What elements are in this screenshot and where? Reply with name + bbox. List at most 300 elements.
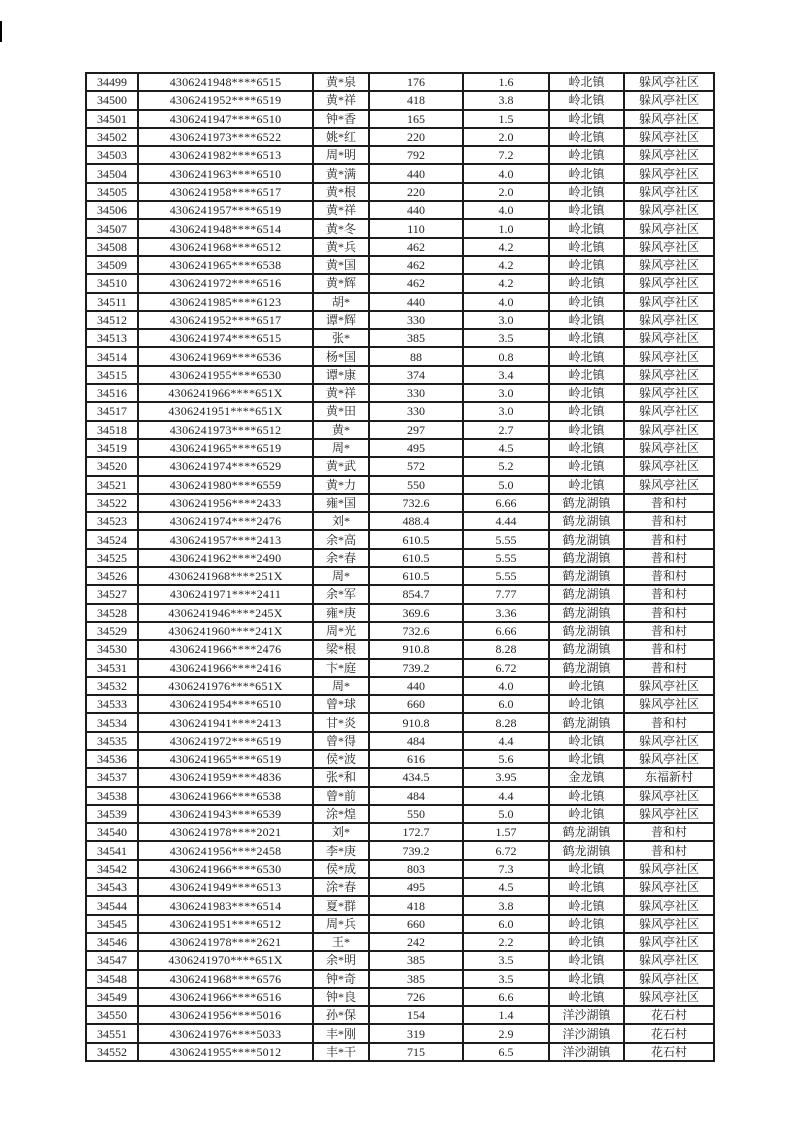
- cell-amount: 550: [369, 476, 463, 494]
- cell-serial-number: 34522: [86, 494, 138, 512]
- cell-serial-number: 34551: [86, 1024, 138, 1042]
- table-row: [86, 549, 714, 567]
- cell-town: 鹤龙湖镇: [549, 713, 624, 731]
- cell-town: 岭北镇: [549, 750, 624, 768]
- cell-amount: 220: [369, 183, 463, 201]
- cell-town: 鹤龙湖镇: [549, 622, 624, 640]
- cell-amount: 715: [369, 1043, 463, 1061]
- cell-village: 普和村: [624, 823, 714, 841]
- cell-id-number: 4306241973****6522: [138, 128, 313, 146]
- cell-name: 张*和: [313, 768, 369, 786]
- table-row: [86, 567, 714, 585]
- cell-id-number: 4306241974****6515: [138, 329, 313, 347]
- table-row: [86, 494, 714, 512]
- cell-serial-number: 34545: [86, 915, 138, 933]
- cell-amount: 418: [369, 91, 463, 109]
- cell-serial-number: 34503: [86, 146, 138, 164]
- cell-town: 岭北镇: [549, 951, 624, 969]
- table-row: [86, 768, 714, 786]
- cell-id-number: 4306241943****6539: [138, 805, 313, 823]
- cell-id-number: 4306241958****6517: [138, 183, 313, 201]
- table-row: [86, 384, 714, 402]
- cell-amount: 739.2: [369, 841, 463, 859]
- cell-village: 躲风亭社区: [624, 896, 714, 914]
- cell-name: 刘*: [313, 823, 369, 841]
- cell-town: 岭北镇: [549, 878, 624, 896]
- cell-id-number: 4306241949****6513: [138, 878, 313, 896]
- cell-amount: 154: [369, 1006, 463, 1024]
- table-row: [86, 128, 714, 146]
- cell-id-number: 4306241966****2476: [138, 640, 313, 658]
- cell-town: 岭北镇: [549, 201, 624, 219]
- cell-name: 杨*国: [313, 347, 369, 365]
- table-row: [86, 659, 714, 677]
- cell-serial-number: 34524: [86, 530, 138, 548]
- cell-amount: 88: [369, 347, 463, 365]
- cell-village: 躲风亭社区: [624, 732, 714, 750]
- cell-name: 丰*刚: [313, 1024, 369, 1042]
- cell-village: 躲风亭社区: [624, 164, 714, 182]
- cell-town: 岭北镇: [549, 256, 624, 274]
- cell-amount: 488.4: [369, 512, 463, 530]
- cell-id-number: 4306241959****4836: [138, 768, 313, 786]
- cell-village: 躲风亭社区: [624, 695, 714, 713]
- cell-amount: 242: [369, 933, 463, 951]
- table-row: [86, 860, 714, 878]
- cell-area: 5.55: [463, 567, 549, 585]
- cell-name: 夏*群: [313, 896, 369, 914]
- cell-serial-number: 34537: [86, 768, 138, 786]
- cell-village: 躲风亭社区: [624, 128, 714, 146]
- cell-amount: 330: [369, 402, 463, 420]
- cell-id-number: 4306241947****6510: [138, 110, 313, 128]
- cell-area: 2.9: [463, 1024, 549, 1042]
- cell-area: 5.0: [463, 476, 549, 494]
- cell-name: 余*高: [313, 530, 369, 548]
- cell-serial-number: 34527: [86, 585, 138, 603]
- cell-name: 黄*根: [313, 183, 369, 201]
- cell-village: 躲风亭社区: [624, 805, 714, 823]
- cell-village: 躲风亭社区: [624, 256, 714, 274]
- cell-serial-number: 34540: [86, 823, 138, 841]
- cell-name: 王*: [313, 933, 369, 951]
- table-row: [86, 878, 714, 896]
- table-row: [86, 640, 714, 658]
- cell-area: 7.2: [463, 146, 549, 164]
- cell-id-number: 4306241976****651X: [138, 677, 313, 695]
- cell-amount: 385: [369, 951, 463, 969]
- cell-name: 周*: [313, 439, 369, 457]
- cell-area: 3.5: [463, 970, 549, 988]
- cell-id-number: 4306241978****2621: [138, 933, 313, 951]
- cell-village: 躲风亭社区: [624, 878, 714, 896]
- cell-town: 岭北镇: [549, 238, 624, 256]
- cell-village: 躲风亭社区: [624, 439, 714, 457]
- cell-name: 刘*: [313, 512, 369, 530]
- cell-name: 曾*球: [313, 695, 369, 713]
- cell-name: 卞*庭: [313, 659, 369, 677]
- cell-town: 鹤龙湖镇: [549, 512, 624, 530]
- cell-town: 岭北镇: [549, 183, 624, 201]
- cell-id-number: 4306241946****245X: [138, 604, 313, 622]
- cell-id-number: 4306241956****5016: [138, 1006, 313, 1024]
- cell-serial-number: 34550: [86, 1006, 138, 1024]
- table-row: [86, 256, 714, 274]
- cell-serial-number: 34531: [86, 659, 138, 677]
- table-row: [86, 530, 714, 548]
- cell-amount: 610.5: [369, 567, 463, 585]
- table-row: [86, 1006, 714, 1024]
- cell-serial-number: 34536: [86, 750, 138, 768]
- cell-id-number: 4306241972****6519: [138, 732, 313, 750]
- cell-amount: 732.6: [369, 494, 463, 512]
- cell-village: 躲风亭社区: [624, 347, 714, 365]
- cell-amount: 165: [369, 110, 463, 128]
- cell-serial-number: 34543: [86, 878, 138, 896]
- cell-village: 躲风亭社区: [624, 970, 714, 988]
- cell-village: 普和村: [624, 841, 714, 859]
- cell-amount: 418: [369, 896, 463, 914]
- cell-serial-number: 34510: [86, 274, 138, 292]
- cell-amount: 440: [369, 677, 463, 695]
- cell-village: 躲风亭社区: [624, 384, 714, 402]
- cell-town: 岭北镇: [549, 988, 624, 1006]
- cell-village: 普和村: [624, 640, 714, 658]
- record-table: [85, 72, 715, 1062]
- cell-village: 普和村: [624, 512, 714, 530]
- cell-area: 6.72: [463, 841, 549, 859]
- cell-amount: 550: [369, 805, 463, 823]
- cell-area: 1.4: [463, 1006, 549, 1024]
- cell-area: 4.4: [463, 787, 549, 805]
- cell-town: 岭北镇: [549, 439, 624, 457]
- cell-village: 躲风亭社区: [624, 366, 714, 384]
- table-row: [86, 439, 714, 457]
- cell-id-number: 4306241985****6123: [138, 293, 313, 311]
- cell-area: 3.36: [463, 604, 549, 622]
- cell-town: 岭北镇: [549, 933, 624, 951]
- cell-amount: 330: [369, 311, 463, 329]
- cell-town: 岭北镇: [549, 860, 624, 878]
- cell-serial-number: 34547: [86, 951, 138, 969]
- cell-amount: 660: [369, 695, 463, 713]
- cell-id-number: 4306241948****6514: [138, 219, 313, 237]
- cell-village: 躲风亭社区: [624, 457, 714, 475]
- cell-name: 侯*成: [313, 860, 369, 878]
- cell-area: 4.5: [463, 439, 549, 457]
- table-row: [86, 933, 714, 951]
- cell-area: 4.5: [463, 878, 549, 896]
- cell-area: 7.77: [463, 585, 549, 603]
- cell-id-number: 4306241966****6516: [138, 988, 313, 1006]
- cell-village: 躲风亭社区: [624, 787, 714, 805]
- cell-name: 雍*国: [313, 494, 369, 512]
- cell-area: 1.6: [463, 73, 549, 91]
- cell-village: 普和村: [624, 659, 714, 677]
- table-row: [86, 823, 714, 841]
- cell-id-number: 4306241973****6512: [138, 421, 313, 439]
- cell-name: 钟*香: [313, 110, 369, 128]
- cell-village: 躲风亭社区: [624, 146, 714, 164]
- cell-serial-number: 34538: [86, 787, 138, 805]
- cell-name: 黄*祥: [313, 384, 369, 402]
- cell-area: 8.28: [463, 640, 549, 658]
- cell-village: 躲风亭社区: [624, 311, 714, 329]
- cell-area: 6.0: [463, 695, 549, 713]
- cell-amount: 495: [369, 439, 463, 457]
- cell-amount: 495: [369, 878, 463, 896]
- cell-village: 躲风亭社区: [624, 860, 714, 878]
- cell-area: 3.8: [463, 91, 549, 109]
- cell-name: 谭*康: [313, 366, 369, 384]
- cell-id-number: 4306241966****6530: [138, 860, 313, 878]
- cell-village: 躲风亭社区: [624, 421, 714, 439]
- cell-serial-number: 34523: [86, 512, 138, 530]
- cell-area: 3.95: [463, 768, 549, 786]
- cell-name: 黄*冬: [313, 219, 369, 237]
- cell-village: 躲风亭社区: [624, 951, 714, 969]
- cell-amount: 330: [369, 384, 463, 402]
- cell-id-number: 4306241957****2413: [138, 530, 313, 548]
- cell-area: 0.8: [463, 347, 549, 365]
- cell-serial-number: 34519: [86, 439, 138, 457]
- cell-name: 雍*庚: [313, 604, 369, 622]
- cell-id-number: 4306241966****6538: [138, 787, 313, 805]
- cell-town: 岭北镇: [549, 476, 624, 494]
- table-row: [86, 293, 714, 311]
- table-row: [86, 110, 714, 128]
- cell-id-number: 4306241965****6538: [138, 256, 313, 274]
- cell-name: 黄*满: [313, 164, 369, 182]
- table-row: [86, 164, 714, 182]
- cell-area: 7.3: [463, 860, 549, 878]
- cell-amount: 440: [369, 293, 463, 311]
- cell-name: 钟*良: [313, 988, 369, 1006]
- cell-name: 涂*春: [313, 878, 369, 896]
- cell-name: 黄*泉: [313, 73, 369, 91]
- cell-name: 周*兵: [313, 915, 369, 933]
- cell-area: 4.0: [463, 201, 549, 219]
- cell-id-number: 4306241966****651X: [138, 384, 313, 402]
- cell-town: 鹤龙湖镇: [549, 530, 624, 548]
- table-row: [86, 1043, 714, 1061]
- cell-id-number: 4306241968****6512: [138, 238, 313, 256]
- cell-amount: 462: [369, 256, 463, 274]
- cell-amount: 462: [369, 238, 463, 256]
- table-row: [86, 402, 714, 420]
- cell-serial-number: 34504: [86, 164, 138, 182]
- cell-town: 岭北镇: [549, 896, 624, 914]
- cell-village: 躲风亭社区: [624, 329, 714, 347]
- table-row: [86, 311, 714, 329]
- cell-id-number: 4306241957****6519: [138, 201, 313, 219]
- cell-id-number: 4306241948****6515: [138, 73, 313, 91]
- scan-artifact-mark: [0, 21, 2, 42]
- cell-id-number: 4306241971****2411: [138, 585, 313, 603]
- table-row: [86, 1024, 714, 1042]
- cell-id-number: 4306241952****6517: [138, 311, 313, 329]
- cell-amount: 220: [369, 128, 463, 146]
- cell-village: 普和村: [624, 622, 714, 640]
- cell-village: 躲风亭社区: [624, 73, 714, 91]
- table-row: [86, 622, 714, 640]
- cell-town: 洋沙湖镇: [549, 1043, 624, 1061]
- table-row: [86, 787, 714, 805]
- cell-name: 梁*根: [313, 640, 369, 658]
- cell-village: 普和村: [624, 549, 714, 567]
- cell-serial-number: 34534: [86, 713, 138, 731]
- cell-area: 6.5: [463, 1043, 549, 1061]
- cell-serial-number: 34502: [86, 128, 138, 146]
- cell-village: 躲风亭社区: [624, 750, 714, 768]
- cell-village: 普和村: [624, 585, 714, 603]
- cell-name: 黄*国: [313, 256, 369, 274]
- table-row: [86, 841, 714, 859]
- cell-serial-number: 34546: [86, 933, 138, 951]
- cell-amount: 319: [369, 1024, 463, 1042]
- cell-town: 岭北镇: [549, 73, 624, 91]
- cell-serial-number: 34552: [86, 1043, 138, 1061]
- cell-name: 黄*田: [313, 402, 369, 420]
- cell-amount: 385: [369, 329, 463, 347]
- cell-village: 躲风亭社区: [624, 402, 714, 420]
- cell-area: 6.72: [463, 659, 549, 677]
- cell-serial-number: 34515: [86, 366, 138, 384]
- cell-town: 鹤龙湖镇: [549, 659, 624, 677]
- cell-id-number: 4306241955****5012: [138, 1043, 313, 1061]
- cell-serial-number: 34549: [86, 988, 138, 1006]
- table-row: [86, 238, 714, 256]
- cell-town: 洋沙湖镇: [549, 1024, 624, 1042]
- cell-area: 3.0: [463, 311, 549, 329]
- cell-name: 谭*辉: [313, 311, 369, 329]
- cell-serial-number: 34500: [86, 91, 138, 109]
- cell-id-number: 4306241951****6512: [138, 915, 313, 933]
- cell-name: 曾*前: [313, 787, 369, 805]
- table-row: [86, 146, 714, 164]
- cell-town: 岭北镇: [549, 293, 624, 311]
- cell-area: 6.66: [463, 494, 549, 512]
- cell-village: 花石村: [624, 1024, 714, 1042]
- table-row: [86, 604, 714, 622]
- cell-town: 岭北镇: [549, 347, 624, 365]
- cell-town: 鹤龙湖镇: [549, 823, 624, 841]
- table-row: [86, 476, 714, 494]
- cell-serial-number: 34535: [86, 732, 138, 750]
- cell-amount: 440: [369, 164, 463, 182]
- cell-name: 涂*煌: [313, 805, 369, 823]
- cell-area: 4.0: [463, 293, 549, 311]
- cell-serial-number: 34512: [86, 311, 138, 329]
- cell-id-number: 4306241970****651X: [138, 951, 313, 969]
- table-row: [86, 183, 714, 201]
- cell-amount: 172.7: [369, 823, 463, 841]
- cell-area: 5.55: [463, 530, 549, 548]
- cell-amount: 176: [369, 73, 463, 91]
- cell-town: 岭北镇: [549, 384, 624, 402]
- cell-amount: 616: [369, 750, 463, 768]
- cell-town: 鹤龙湖镇: [549, 841, 624, 859]
- cell-id-number: 4306241956****2433: [138, 494, 313, 512]
- cell-area: 4.2: [463, 238, 549, 256]
- cell-serial-number: 34526: [86, 567, 138, 585]
- cell-serial-number: 34530: [86, 640, 138, 658]
- cell-serial-number: 34518: [86, 421, 138, 439]
- cell-name: 姚*红: [313, 128, 369, 146]
- cell-amount: 484: [369, 732, 463, 750]
- cell-village: 躲风亭社区: [624, 219, 714, 237]
- cell-name: 周*光: [313, 622, 369, 640]
- cell-serial-number: 34511: [86, 293, 138, 311]
- cell-id-number: 4306241951****651X: [138, 402, 313, 420]
- cell-area: 4.2: [463, 274, 549, 292]
- cell-town: 鹤龙湖镇: [549, 640, 624, 658]
- cell-town: 金龙镇: [549, 768, 624, 786]
- table-row: [86, 457, 714, 475]
- cell-town: 岭北镇: [549, 219, 624, 237]
- cell-serial-number: 34544: [86, 896, 138, 914]
- cell-amount: 369.6: [369, 604, 463, 622]
- cell-name: 曾*得: [313, 732, 369, 750]
- cell-area: 6.66: [463, 622, 549, 640]
- cell-village: 躲风亭社区: [624, 238, 714, 256]
- cell-town: 洋沙湖镇: [549, 1006, 624, 1024]
- table-row: [86, 732, 714, 750]
- cell-town: 岭北镇: [549, 311, 624, 329]
- cell-serial-number: 34514: [86, 347, 138, 365]
- cell-area: 6.6: [463, 988, 549, 1006]
- cell-serial-number: 34532: [86, 677, 138, 695]
- cell-name: 黄*武: [313, 457, 369, 475]
- cell-name: 黄*: [313, 421, 369, 439]
- cell-name: 李*庚: [313, 841, 369, 859]
- cell-id-number: 4306241983****6514: [138, 896, 313, 914]
- cell-id-number: 4306241974****2476: [138, 512, 313, 530]
- cell-serial-number: 34525: [86, 549, 138, 567]
- cell-serial-number: 34529: [86, 622, 138, 640]
- cell-amount: 434.5: [369, 768, 463, 786]
- cell-area: 3.8: [463, 896, 549, 914]
- cell-town: 鹤龙湖镇: [549, 549, 624, 567]
- cell-town: 岭北镇: [549, 366, 624, 384]
- cell-name: 余*军: [313, 585, 369, 603]
- table-row: [86, 366, 714, 384]
- cell-village: 躲风亭社区: [624, 293, 714, 311]
- cell-area: 6.0: [463, 915, 549, 933]
- cell-village: 躲风亭社区: [624, 677, 714, 695]
- table-row: [86, 219, 714, 237]
- cell-name: 胡*: [313, 293, 369, 311]
- table-row: [86, 915, 714, 933]
- table-row: [86, 677, 714, 695]
- cell-name: 黄*力: [313, 476, 369, 494]
- cell-village: 普和村: [624, 713, 714, 731]
- cell-area: 3.4: [463, 366, 549, 384]
- cell-village: 躲风亭社区: [624, 91, 714, 109]
- table-row: [86, 970, 714, 988]
- cell-town: 岭北镇: [549, 274, 624, 292]
- table-row: [86, 274, 714, 292]
- cell-area: 3.0: [463, 402, 549, 420]
- cell-serial-number: 34520: [86, 457, 138, 475]
- cell-town: 鹤龙湖镇: [549, 604, 624, 622]
- cell-amount: 792: [369, 146, 463, 164]
- cell-area: 2.0: [463, 128, 549, 146]
- cell-id-number: 4306241976****5033: [138, 1024, 313, 1042]
- record-table-body: [86, 73, 714, 1061]
- cell-amount: 910.8: [369, 640, 463, 658]
- cell-town: 岭北镇: [549, 695, 624, 713]
